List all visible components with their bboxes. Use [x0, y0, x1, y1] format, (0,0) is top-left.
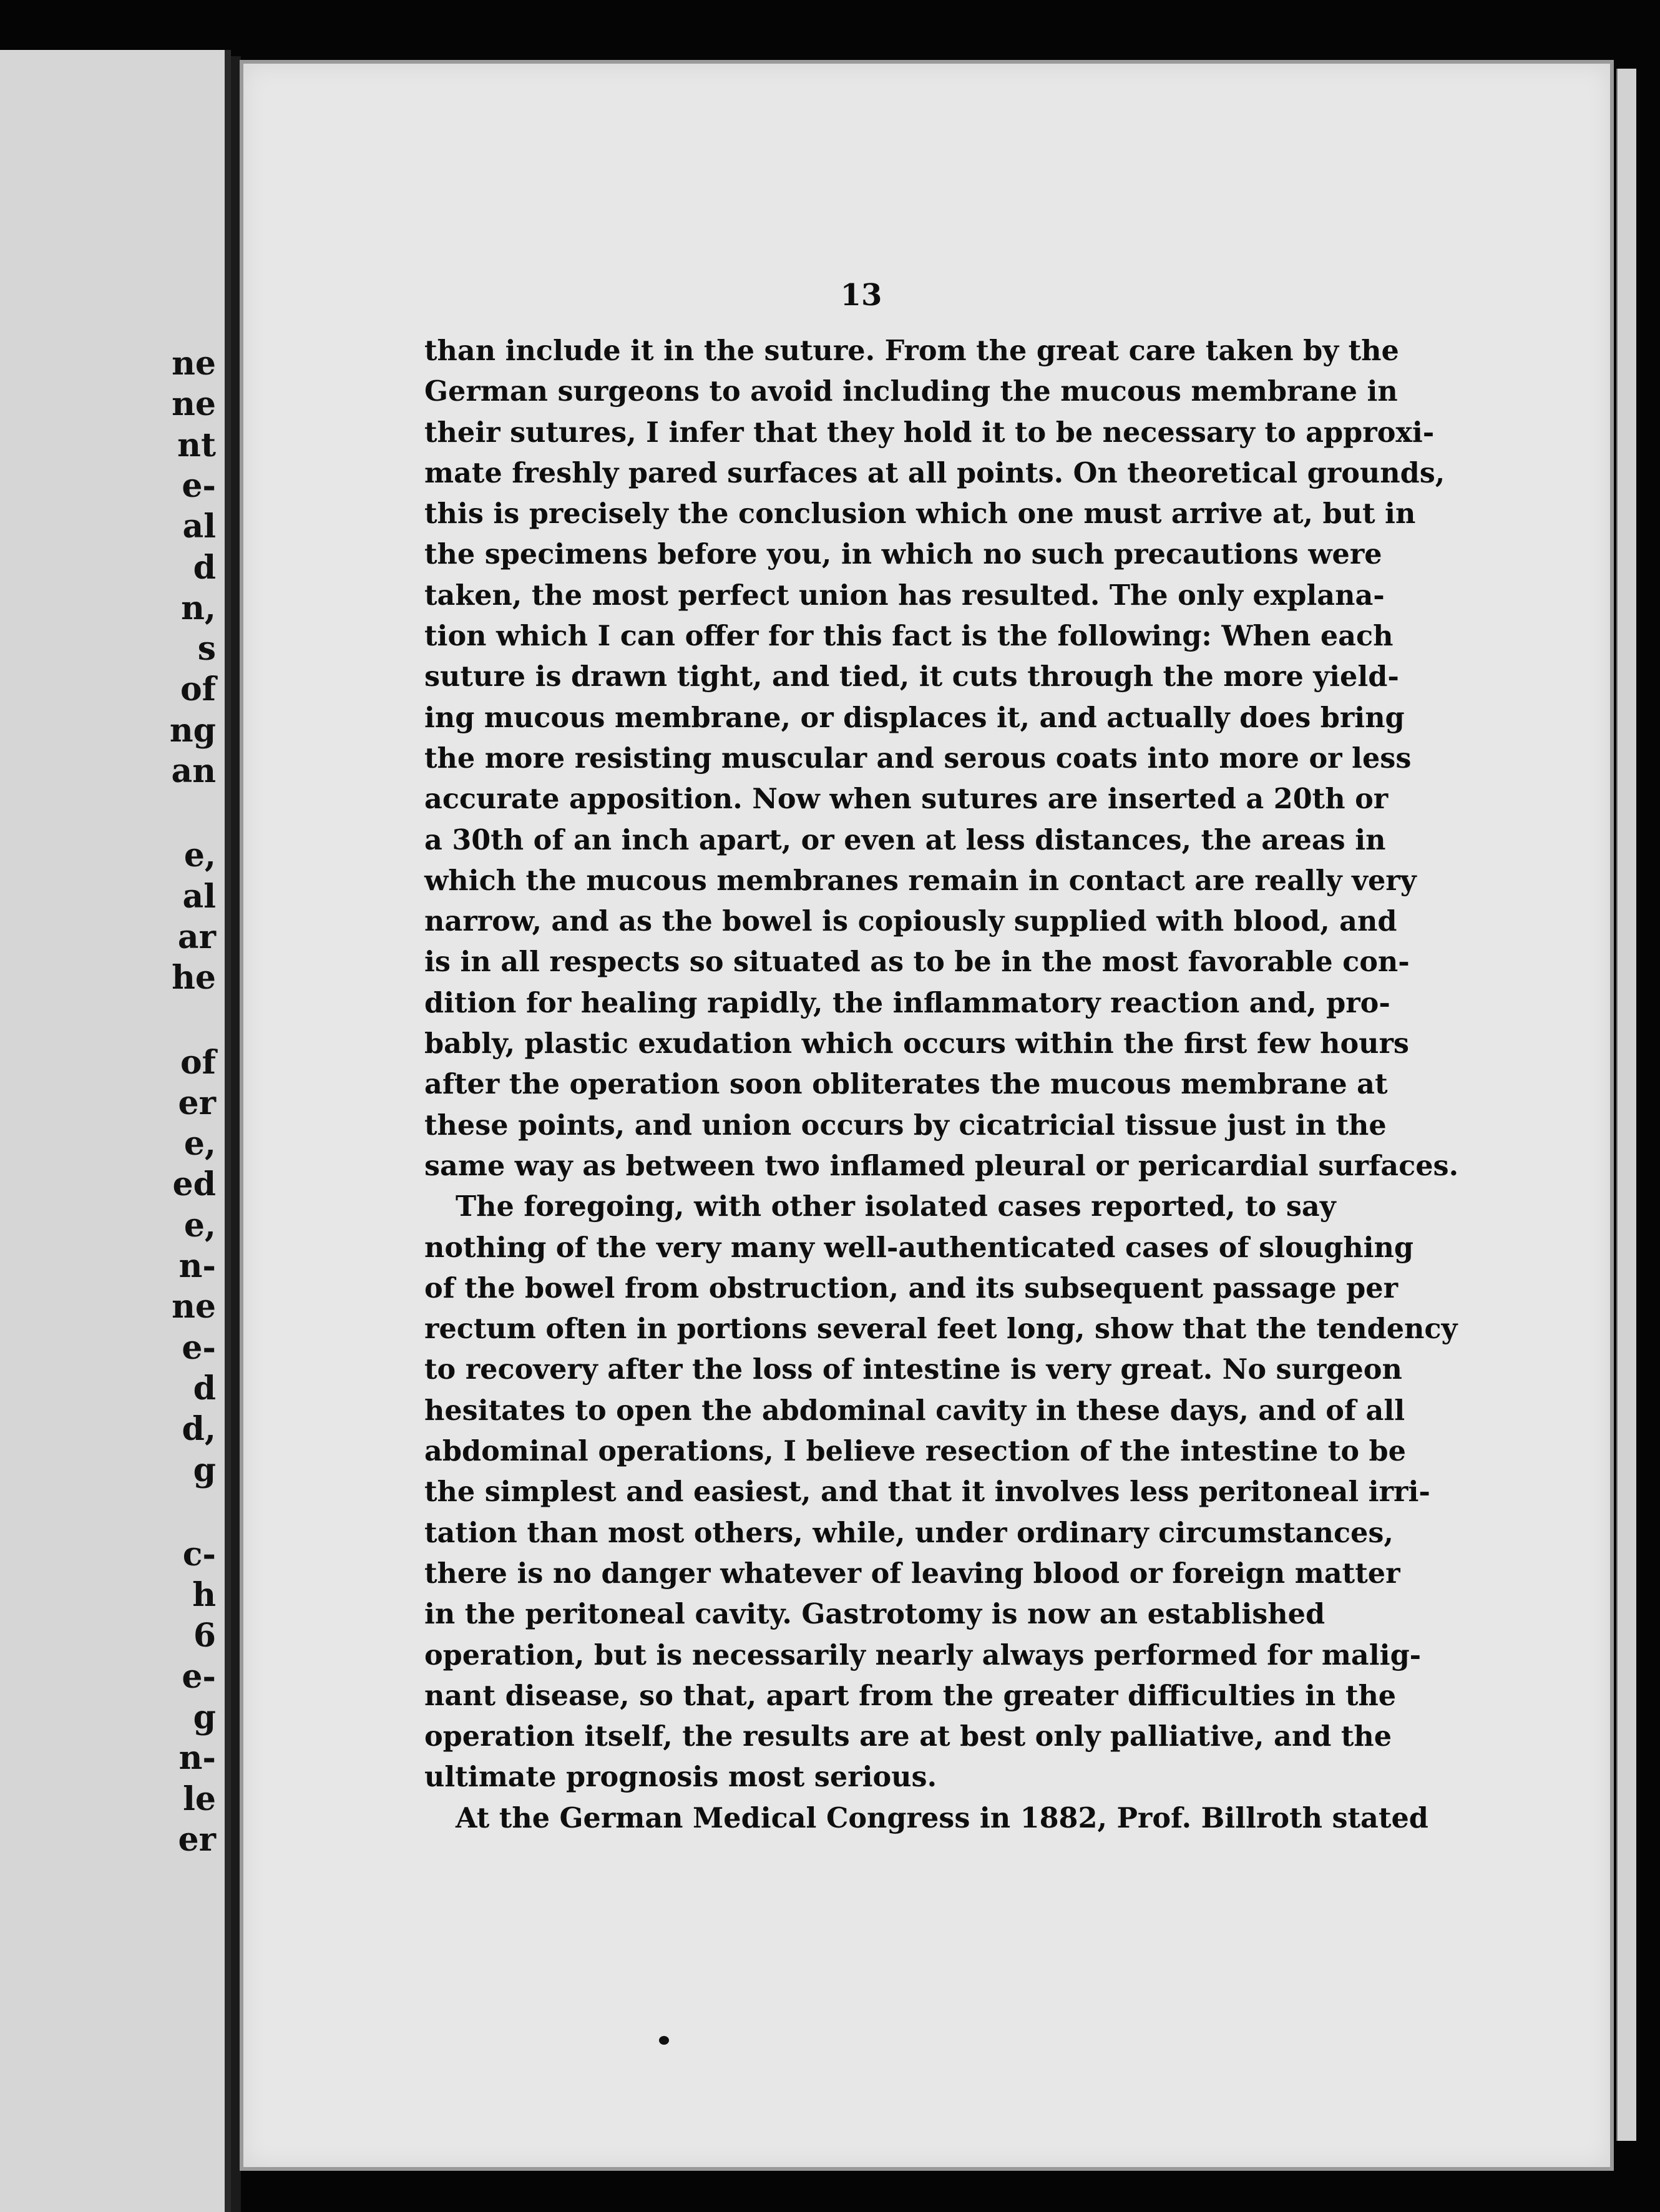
text-line: rectum often in portions several feet long, show that the tendency [424, 1313, 1458, 1346]
facing-page-fragment: d, [182, 1410, 216, 1449]
facing-page-fragment: ng [169, 711, 216, 750]
facing-page-fragment: ar [177, 918, 216, 956]
facing-page-fragment: n- [178, 1247, 216, 1285]
facing-page-fragment: of [180, 1043, 216, 1082]
text-line: At the German Medical Congress in 1882, Prof. Billroth stated [456, 1801, 1428, 1834]
facing-page-fragment: d [193, 548, 216, 587]
text-line: to recovery after the loss of intestine is very great. No surgeon [424, 1353, 1402, 1386]
text-line: dition for healing rapidly, the inflammatory reaction and, pro- [424, 986, 1390, 1019]
body-text [424, 331, 1459, 1839]
text-line: tion which I can offer for this fact is the following: When each [424, 620, 1394, 653]
text-line: these points, and union occurs by cicatricial tissue just in the [424, 1108, 1387, 1142]
text-line: a 30th of an inch apart, or even at less distances, the areas in [424, 823, 1386, 856]
text-line: abdominal operations, I believe resection of the intestine to be [424, 1435, 1406, 1468]
text-line: there is no danger whatever of leaving blood or foreign matter [424, 1557, 1400, 1590]
facing-page-fragment: e- [182, 1328, 216, 1367]
facing-page-fragment: le [183, 1779, 216, 1818]
page-edge [1616, 69, 1636, 2141]
text-line: this is precisely the conclusion which one must arrive at, but in [424, 497, 1416, 531]
text-line: ing mucous membrane, or displaces it, and actually does bring [424, 701, 1405, 734]
facing-page-fragment: e, [183, 1206, 216, 1245]
text-line: the specimens before you, in which no such precautions were [424, 538, 1382, 571]
facing-page-fragment: e- [182, 1657, 216, 1696]
text-line: operation itself, the results are at best only palliative, and the [424, 1720, 1392, 1753]
text-line: operation, but is necessarily nearly always performed for malig- [424, 1638, 1422, 1671]
text-line: same way as between two inflamed pleural or pericardial surfaces. [424, 1149, 1459, 1182]
facing-page-fragment: g [193, 1698, 216, 1736]
text-line: German surgeons to avoid including the mucous membrane in [424, 375, 1398, 408]
facing-page-fragment: e- [182, 466, 216, 505]
facing-page-fragment: of [180, 670, 216, 709]
facing-page-fragment: e, [183, 1125, 216, 1163]
ink-speck [659, 2036, 669, 2045]
text-line: taken, the most perfect union has resulted. The only explana- [424, 579, 1385, 612]
text-line: bably, plastic exudation which occurs within the first few hours [424, 1027, 1409, 1060]
text-line: narrow, and as the bowel is copiously supplied with blood, and [424, 905, 1397, 938]
text-line: of the bowel from obstruction, and its subsequent passage per [424, 1271, 1399, 1304]
facing-page-fragment: g [193, 1451, 216, 1489]
facing-page-fragment: nt [177, 426, 216, 464]
text-line: accurate apposition. Now when sutures are inserted a 20th or [424, 783, 1389, 816]
text-line: the simplest and easiest, and that it involves less peritoneal irri- [424, 1475, 1430, 1509]
facing-page-fragment: h [192, 1576, 216, 1615]
facing-page-fragment: c- [182, 1535, 216, 1573]
text-line: nant disease, so that, apart from the greater difficulties in the [424, 1679, 1397, 1712]
facing-page-fragment: ne [172, 345, 216, 383]
text-line: mate freshly pared surfaces at all points. On theoretical grounds, [424, 456, 1445, 489]
facing-page-fragment: ed [172, 1165, 216, 1204]
facing-page-fragment: he [172, 959, 216, 997]
text-line: tation than most others, while, under ordinary circumstances, [424, 1516, 1394, 1549]
text-line: in the peritoneal cavity. Gastrotomy is now an established [424, 1598, 1326, 1631]
facing-page-fragment: n, [181, 589, 216, 627]
text-line: The foregoing, with other isolated cases reported, to say [456, 1190, 1336, 1223]
page-number: 13 [840, 278, 882, 313]
text-line: after the operation soon obliterates the mucous membrane at [424, 1068, 1388, 1101]
text-line: hesitates to open the abdominal cavity in these days, and of all [424, 1394, 1405, 1427]
facing-page-fragment: al [182, 507, 216, 546]
text-line: ultimate prognosis most serious. [424, 1761, 937, 1794]
facing-page-fragment: er [178, 1084, 216, 1122]
facing-page [0, 50, 231, 2212]
facing-page-fragment: al [182, 877, 216, 916]
text-line: the more resisting muscular and serous coats into more or less [424, 741, 1412, 775]
text-line: than include it in the suture. From the great care taken by the [424, 335, 1399, 367]
facing-page-fragment: n- [178, 1739, 216, 1778]
text-line: nothing of the very many well-authenticated cases of sloughing [424, 1231, 1413, 1264]
facing-page-fragment: e, [183, 836, 216, 875]
facing-page-fragment: ne [172, 385, 216, 424]
facing-page-fragment: ne [172, 1288, 216, 1326]
facing-page-fragment: s [197, 630, 216, 668]
text-line: which the mucous membranes remain in contact are really very [424, 864, 1417, 897]
facing-page-fragment: d [193, 1369, 216, 1407]
text-line: is in all respects so situated as to be in the most favorable con- [424, 946, 1410, 979]
text-line: their sutures, I infer that they hold it to be necessary to approxi- [424, 416, 1435, 449]
text-line: suture is drawn tight, and tied, it cuts through the more yield- [424, 660, 1399, 693]
facing-page-fragment: an [171, 752, 216, 790]
facing-page-fragment: er [178, 1820, 216, 1859]
facing-page-fragment: 6 [193, 1617, 216, 1655]
